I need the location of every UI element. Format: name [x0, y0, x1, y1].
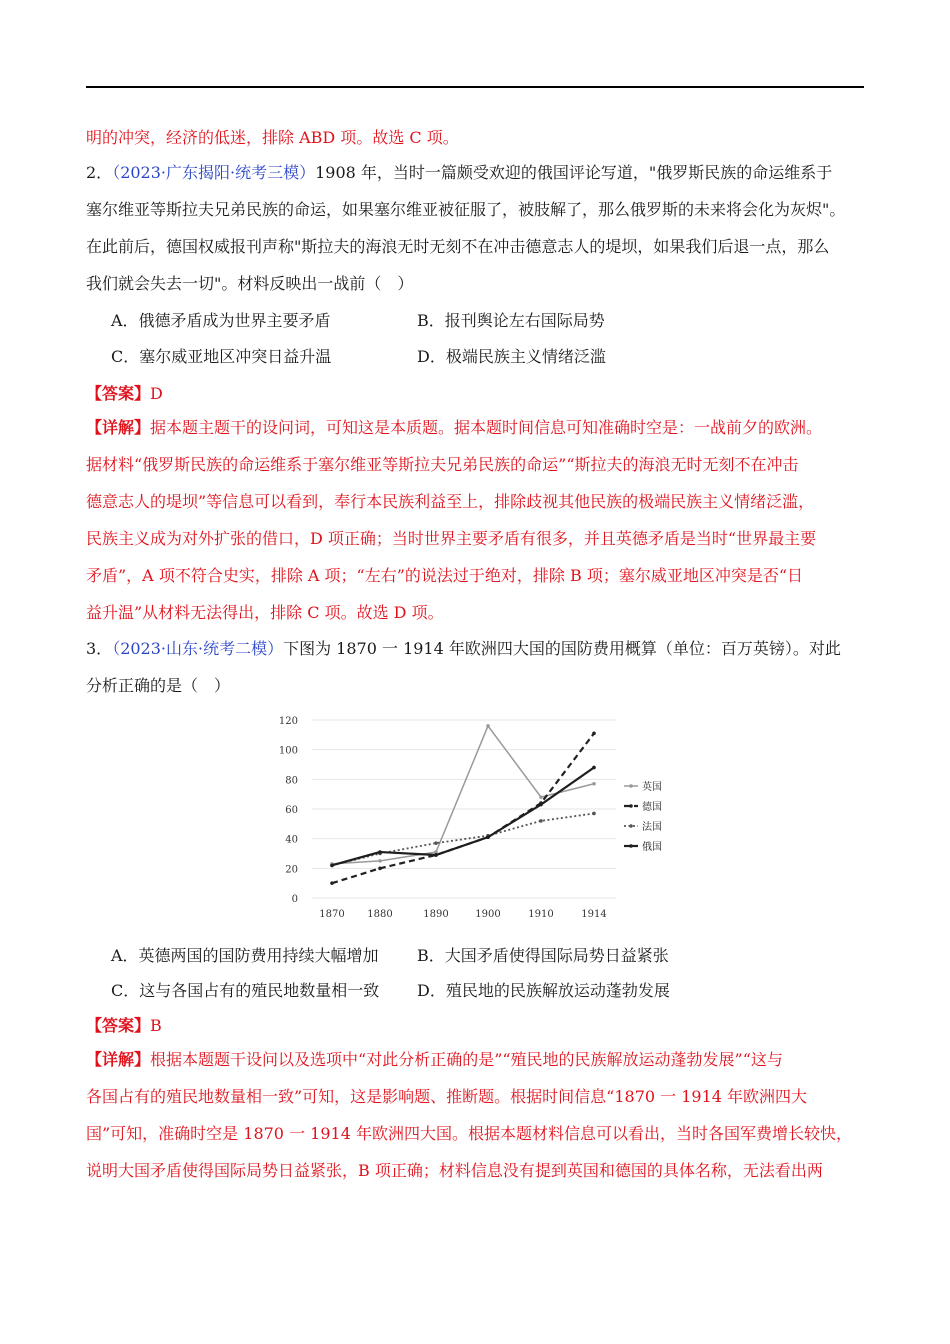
- data-point: [539, 819, 543, 823]
- q3-option-d: D．殖民地的民族解放运动蓬勃发展: [417, 981, 670, 1000]
- legend-marker: [629, 784, 633, 788]
- data-point: [592, 782, 596, 786]
- q3-answer: 【答案】B: [86, 1016, 162, 1035]
- x-tick-label: 1910: [528, 909, 554, 920]
- q3-stem-line-2: 分析正确的是（ ）: [86, 676, 231, 695]
- data-point: [539, 803, 543, 807]
- q3-detail-line-1: 【详解】根据本题题干设问以及选项中“对此分析正确的是”“殖民地的民族解放运动蓬勃发展”“这与: [86, 1050, 783, 1069]
- data-point: [434, 841, 438, 845]
- q3-option-c: C．这与各国占有的殖民地数量相一致: [111, 981, 380, 1000]
- data-point: [378, 867, 382, 871]
- q2-answer: 【答案】D: [86, 384, 163, 403]
- data-point: [378, 850, 382, 854]
- x-tick-label: 1880: [367, 909, 393, 920]
- chart-grid: [312, 720, 616, 898]
- q3-detail-line-3: 国”可知，准确时空是 1870 一 1914 年欧洲四大国。根据本题材料信息可以看出，当时各国军费增长较快，: [86, 1124, 852, 1143]
- q3-detail-line-4: 说明大国矛盾使得国际局势日益紧张，B 项正确；材料信息没有提到英国和德国的具体名称，无法看出两: [86, 1161, 823, 1180]
- legend-label: 英国: [642, 782, 662, 793]
- chart-series: [330, 724, 596, 885]
- q3-source: （2023·山东·统考二模）: [112, 639, 284, 658]
- y-tick-label: 0: [291, 894, 298, 905]
- q2-stem-line-3: 在此前后，德国权威报刊声称"斯拉夫的海浪无时无刻不在冲击德意志人的堤坝，如果我们后退一点，那么: [86, 237, 830, 256]
- q2-option-a: A．俄德矛盾成为世界主要矛盾: [111, 311, 331, 330]
- header-rule: [86, 86, 864, 88]
- data-point: [330, 864, 334, 868]
- q3-number: 3．: [86, 639, 113, 658]
- data-point: [592, 766, 596, 770]
- q2-detail-line-1: 【详解】据本题主题干的设问词，可知这是本质题。据本题时间信息可知准确时空是：一战前夕的欧洲。: [86, 418, 823, 437]
- y-tick-label: 40: [285, 834, 298, 846]
- q2-number: 2．: [86, 163, 113, 182]
- q2-detail-line-3: 德意志人的堤坝”等信息可以看到，奉行本民族利益至上，排除歧视其他民族的极端民族主义情绪泛滥，: [86, 492, 815, 511]
- legend-marker: [629, 824, 633, 828]
- q3-option-b: B．大国矛盾使得国际局势日益紧张: [417, 946, 669, 965]
- series-line-1: [332, 733, 594, 883]
- prev-explanation-tail: 明的冲突，经济的低迷，排除 ABD 项。故选 C 项。: [86, 128, 459, 147]
- legend-marker: [629, 844, 633, 848]
- x-tick-label: 1914: [581, 909, 607, 920]
- series-line-3: [332, 767, 594, 865]
- q2-detail-line-2: 据材料“俄罗斯民族的命运维系于塞尔维亚等斯拉夫兄弟民族的命运”“斯拉夫的海浪无时无刻不在冲击: [86, 455, 799, 474]
- y-tick-label: 60: [285, 805, 298, 816]
- x-tick-label: 1890: [423, 909, 449, 920]
- data-point: [330, 881, 334, 885]
- data-point: [486, 835, 490, 839]
- q2-option-c: C．塞尔威亚地区冲突日益升温: [111, 347, 332, 366]
- q2-detail-line-5: 矛盾”，A 项不符合史实，排除 A 项；“左右”的说法过于绝对，排除 B 项；塞尔威亚地区冲突是否“日: [86, 566, 804, 585]
- y-tick-label: 80: [285, 775, 298, 787]
- chart-y-ticks: [279, 716, 298, 905]
- q3-stem-line-1: 3．（2023·山东·统考二模）下图为 1870 一 1914 年欧洲四大国的国防费用概算（单位：百万英镑）。对此: [86, 639, 841, 658]
- q2-option-b: B．报刊舆论左右国际局势: [417, 311, 605, 330]
- chart-x-ticks: [319, 909, 606, 920]
- y-tick-label: 100: [278, 745, 298, 757]
- q2-stem-line-2: 塞尔维亚等斯拉夫兄弟民族的命运，如果塞尔维亚被征服了，被肢解了，那么俄罗斯的未来将会化为灰烬"。: [86, 200, 846, 219]
- legend-label: 德国: [642, 802, 662, 813]
- data-point: [592, 812, 596, 816]
- y-tick-label: 120: [278, 716, 298, 727]
- q2-source: （2023·广东揭阳·统考三模）: [112, 163, 316, 182]
- data-point: [486, 724, 490, 728]
- legend-label: 法国: [642, 822, 662, 833]
- data-point: [592, 732, 596, 736]
- chart-legend: [624, 780, 662, 853]
- q2-detail-line-4: 民族主义成为对外扩张的借口，D 项正确；当时世界主要矛盾有很多，并且英德矛盾是当时“世界最主要: [86, 529, 817, 548]
- data-point: [378, 859, 382, 863]
- legend-label: 俄国: [642, 842, 662, 853]
- q2-detail-line-6: 益升温”从材料无法得出，排除 C 项。故选 D 项。: [86, 603, 444, 622]
- y-tick-label: 20: [285, 864, 298, 876]
- x-tick-label: 1900: [475, 909, 501, 920]
- data-point: [434, 853, 438, 857]
- legend-marker: [629, 804, 633, 808]
- q3-detail-line-2: 各国占有的殖民地数量相一致”可知，这是影响题、推断题。根据时间信息“1870 一 1914 年欧洲四大: [86, 1087, 808, 1106]
- data-point: [539, 795, 543, 799]
- q2-stem-line-4: 我们就会失去一切"。材料反映出一战前（ ）: [86, 274, 414, 293]
- q2-stem-line-1: 2．（2023·广东揭阳·统考三模）1908 年，当时一篇颇受欢迎的俄国评论写道，"俄罗斯民族的命运维系于: [86, 163, 833, 182]
- x-tick-label: 1870: [319, 909, 345, 920]
- series-line-2: [332, 813, 594, 865]
- q2-option-d: D．极端民族主义情绪泛滥: [417, 347, 606, 366]
- q3-option-a: A．英德两国的国防费用持续大幅增加: [111, 946, 379, 965]
- defense-spending-chart: [276, 706, 676, 930]
